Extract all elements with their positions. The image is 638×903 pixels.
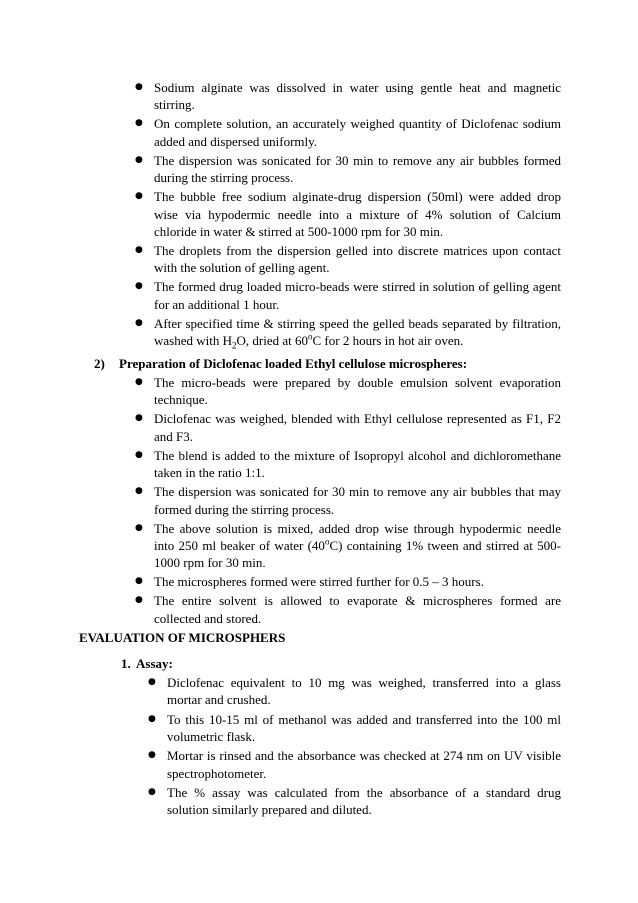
bullet-icon: ● xyxy=(135,486,143,497)
bullet-icon: ● xyxy=(135,82,143,92)
superscript: o xyxy=(324,536,330,547)
section-title: Preparation of Diclofenac loaded Ethyl cellulose microspheres: xyxy=(119,356,468,371)
list-item xyxy=(135,242,561,277)
item-text: Diclofenac was weighed, blended with Ethyl cellulose represented as F1, F2 and F3. xyxy=(154,411,561,444)
bullet-icon: ● xyxy=(135,595,143,606)
bullet-icon: ● xyxy=(135,317,143,328)
alginate-procedure-list xyxy=(135,79,561,351)
list-item xyxy=(135,79,561,114)
bullet-icon: ● xyxy=(148,677,156,687)
bullet-icon: ● xyxy=(135,413,143,424)
bullet-icon: ● xyxy=(135,522,143,533)
list-item xyxy=(148,674,561,709)
bullet-icon: ● xyxy=(148,750,156,761)
assay-number: 1. xyxy=(121,656,131,671)
bullet-icon: ● xyxy=(135,154,143,165)
section-heading-ethyl-cellulose xyxy=(94,355,467,372)
item-text: The above solution is mixed, added drop wise through hypodermic needle into 250 ml beaker of water (40 xyxy=(154,520,561,554)
item-text: The formed drug loaded micro-beads were stirred in solution of gelling agent for an additional 1 hour. xyxy=(154,279,561,312)
list-item xyxy=(135,483,561,518)
list-item xyxy=(148,784,561,819)
list-item xyxy=(135,115,561,150)
item-text: On complete solution, an accurately weighed quantity of Diclofenac sodium added and dispersed uniformly. xyxy=(154,116,561,149)
item-text: The dispersion was sonicated for 30 min to remove any air bubbles formed during the stirring process. xyxy=(154,152,561,186)
item-text: The entire solvent is allowed to evaporate & microspheres formed are collected and stored. xyxy=(154,593,561,626)
item-text: C) containing 1% tween and stirred at 500-1000 rpm for 30 min. xyxy=(154,538,561,571)
list-item xyxy=(135,278,561,313)
bullet-icon: ● xyxy=(135,118,143,129)
list-item xyxy=(135,447,561,482)
item-text: Diclofenac equivalent to 10 mg was weighed, transferred into a glass mortar and crushed. xyxy=(167,675,561,708)
list-item xyxy=(148,747,561,782)
list-item xyxy=(135,592,561,627)
bullet-icon: ● xyxy=(135,377,143,387)
bullet-icon: ● xyxy=(135,281,143,292)
item-text: C for 2 hours in hot air oven. xyxy=(312,333,464,349)
item-text: The % assay was calculated from the absorbance of a standard drug solution similarly prepared and diluted. xyxy=(167,784,561,818)
item-text: The micro-beads were prepared by double emulsion solvent evaporation technique. xyxy=(154,375,561,408)
item-text: The blend is added to the mixture of Isopropyl alcohol and dichloromethane taken in the ratio 1:1. xyxy=(154,447,561,481)
bullet-icon: ● xyxy=(135,449,143,460)
list-item xyxy=(135,374,561,409)
subscript: 2 xyxy=(232,340,237,351)
item-text: Sodium alginate was dissolved in water using gentle heat and magnetic stirring. xyxy=(154,80,561,113)
item-text: O, dried at 60 xyxy=(236,333,308,349)
superscript: o xyxy=(307,331,313,342)
bullet-icon: ● xyxy=(135,576,143,587)
item-text: To this 10-15 ml of methanol was added and transferred into the 100 ml volumetric flask. xyxy=(167,711,561,745)
list-item xyxy=(135,573,561,590)
item-text: The bubble free sodium alginate-drug dispersion (50ml) were added drop wise via hypodermic needle into a mixture of 4% solution of Calcium chloride in water & stirred at 500-1000 rpm for 30 min. xyxy=(154,189,561,240)
bullet-icon: ● xyxy=(148,713,156,724)
item-text: After specified time & stirring speed the gelled beads separated by filtration, washed with H xyxy=(154,315,561,349)
assay-heading xyxy=(121,655,173,672)
assay-title: Assay: xyxy=(136,656,173,671)
bullet-icon: ● xyxy=(135,245,143,256)
item-text: The dispersion was sonicated for 30 min to remove any air bubbles that may formed during the stirring process. xyxy=(154,484,561,517)
section-number: 2) xyxy=(94,356,105,371)
assay-procedure-list xyxy=(148,674,561,820)
item-text: Mortar is rinsed and the absorbance was checked at 274 nm on UV visible spectrophotometer. xyxy=(167,748,561,781)
list-item xyxy=(135,315,561,351)
list-item xyxy=(135,520,561,572)
list-item xyxy=(135,188,561,240)
item-text: The microspheres formed were stirred further for 0.5 – 3 hours. xyxy=(154,574,484,590)
list-item xyxy=(135,152,561,187)
list-item xyxy=(135,410,561,445)
list-item xyxy=(148,711,561,746)
evaluation-heading: EVALUATION OF MICROSPHERS xyxy=(79,630,286,645)
bullet-icon: ● xyxy=(148,786,156,797)
item-text: The droplets from the dispersion gelled into discrete matrices upon contact with the solution of gelling agent. xyxy=(154,243,561,276)
bullet-icon: ● xyxy=(135,191,143,202)
ethyl-cellulose-procedure-list xyxy=(135,374,561,629)
